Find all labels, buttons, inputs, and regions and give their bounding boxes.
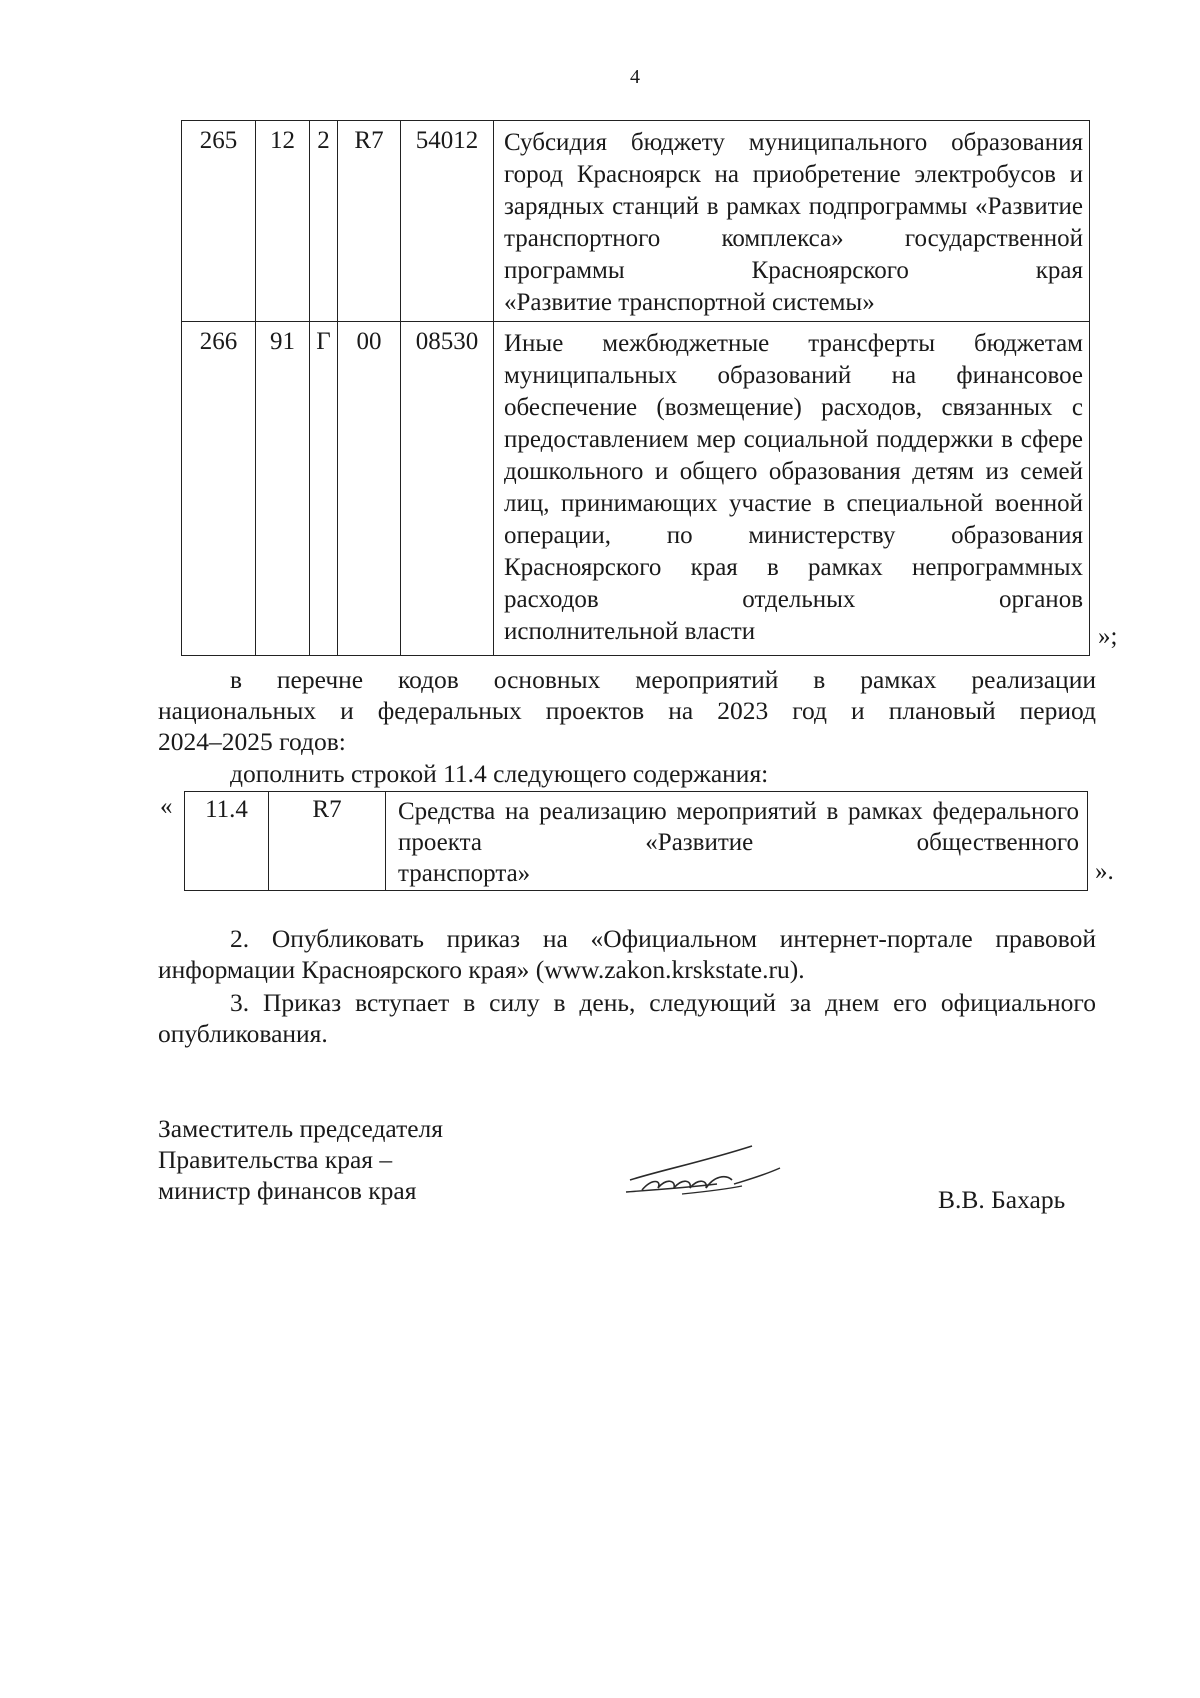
code-cell: 12: [256, 121, 310, 322]
effective-date-paragraph: [158, 987, 1096, 1049]
code-cell: 2: [310, 121, 338, 322]
closing-quote: ».: [1095, 858, 1114, 885]
signatory-title: [158, 1113, 443, 1206]
text-line: министр финансов края: [158, 1176, 417, 1205]
code-cell: Г: [310, 322, 338, 656]
text-line: 2. Опубликовать приказ на «Официальном интернет-портале правовой: [230, 924, 1096, 953]
description-cell: [386, 792, 1088, 891]
handwritten-signature: [622, 1140, 802, 1210]
table-row: [182, 322, 1090, 656]
code-cell: 00: [338, 322, 401, 656]
description-cell: [494, 121, 1090, 322]
code-cell: 54012: [401, 121, 494, 322]
project-code-cell: R7: [269, 792, 386, 891]
description-text: Средства на реализацию мероприятий в рамках федерального проекта «Развитие общественного: [398, 798, 1079, 856]
signatory-name: В.В. Бахарь: [938, 1185, 1066, 1214]
code-cell: 11.4: [185, 792, 269, 891]
page-number: 4: [630, 66, 640, 88]
table-row: [182, 121, 1090, 322]
text-line: 3. Приказ вступает в силу в день, следующий за днем его официального: [230, 988, 1096, 1017]
list-intro-paragraph: [158, 664, 1096, 757]
code-cell: 08530: [401, 322, 494, 656]
description-cell: [494, 322, 1090, 656]
text-line: информации Красноярского края» (www.zakon.krskstate.ru).: [158, 955, 805, 984]
description-text: Иные межбюджетные трансферты бюджетам муниципальных образований на финансовое обеспечение (возмещение) расходов, связанных с предоставлением мер социальной поддержки в сфере дошкольного и общего образования детям из семей лиц, принимающих участие в специальной военной операции, по министерству образования Красноярского края в рамках непрограммных расходов отдельных органов: [504, 330, 1083, 613]
publish-paragraph: [158, 923, 1096, 985]
row-number-cell: 266: [182, 322, 256, 656]
text-line: 2024–2025 годов:: [158, 727, 346, 756]
code-cell: 91: [256, 322, 310, 656]
description-last-line: исполнительной власти: [504, 618, 756, 645]
text-line: в перечне кодов основных мероприятий в рамках реализации: [230, 665, 1096, 694]
description-last-line: транспорта»: [398, 860, 531, 887]
description-text: Субсидия бюджету муниципального образования город Красноярск на приобретение электробусов и зарядных станций в рамках подпрограммы «Развитие транспортного комплекса» государственной программы Красноярского края: [504, 129, 1083, 284]
closing-quote: »;: [1098, 623, 1118, 650]
budget-codes-table: [181, 120, 1090, 656]
code-cell: R7: [338, 121, 401, 322]
description-last-line: «Развитие транспортной системы»: [504, 289, 875, 316]
row-number-cell: 265: [182, 121, 256, 322]
table-row: [185, 792, 1088, 891]
measures-table: [184, 791, 1088, 891]
add-row-paragraph: [158, 758, 1096, 789]
text-line: дополнить строкой 11.4 следующего содержания:: [230, 759, 769, 788]
text-line: опубликования.: [158, 1019, 328, 1048]
text-line: национальных и федеральных проектов на 2023 год и плановый период: [158, 696, 1096, 725]
opening-quote: «: [160, 793, 173, 820]
text-line: Правительства края –: [158, 1145, 393, 1174]
text-line: Заместитель председателя: [158, 1114, 443, 1143]
